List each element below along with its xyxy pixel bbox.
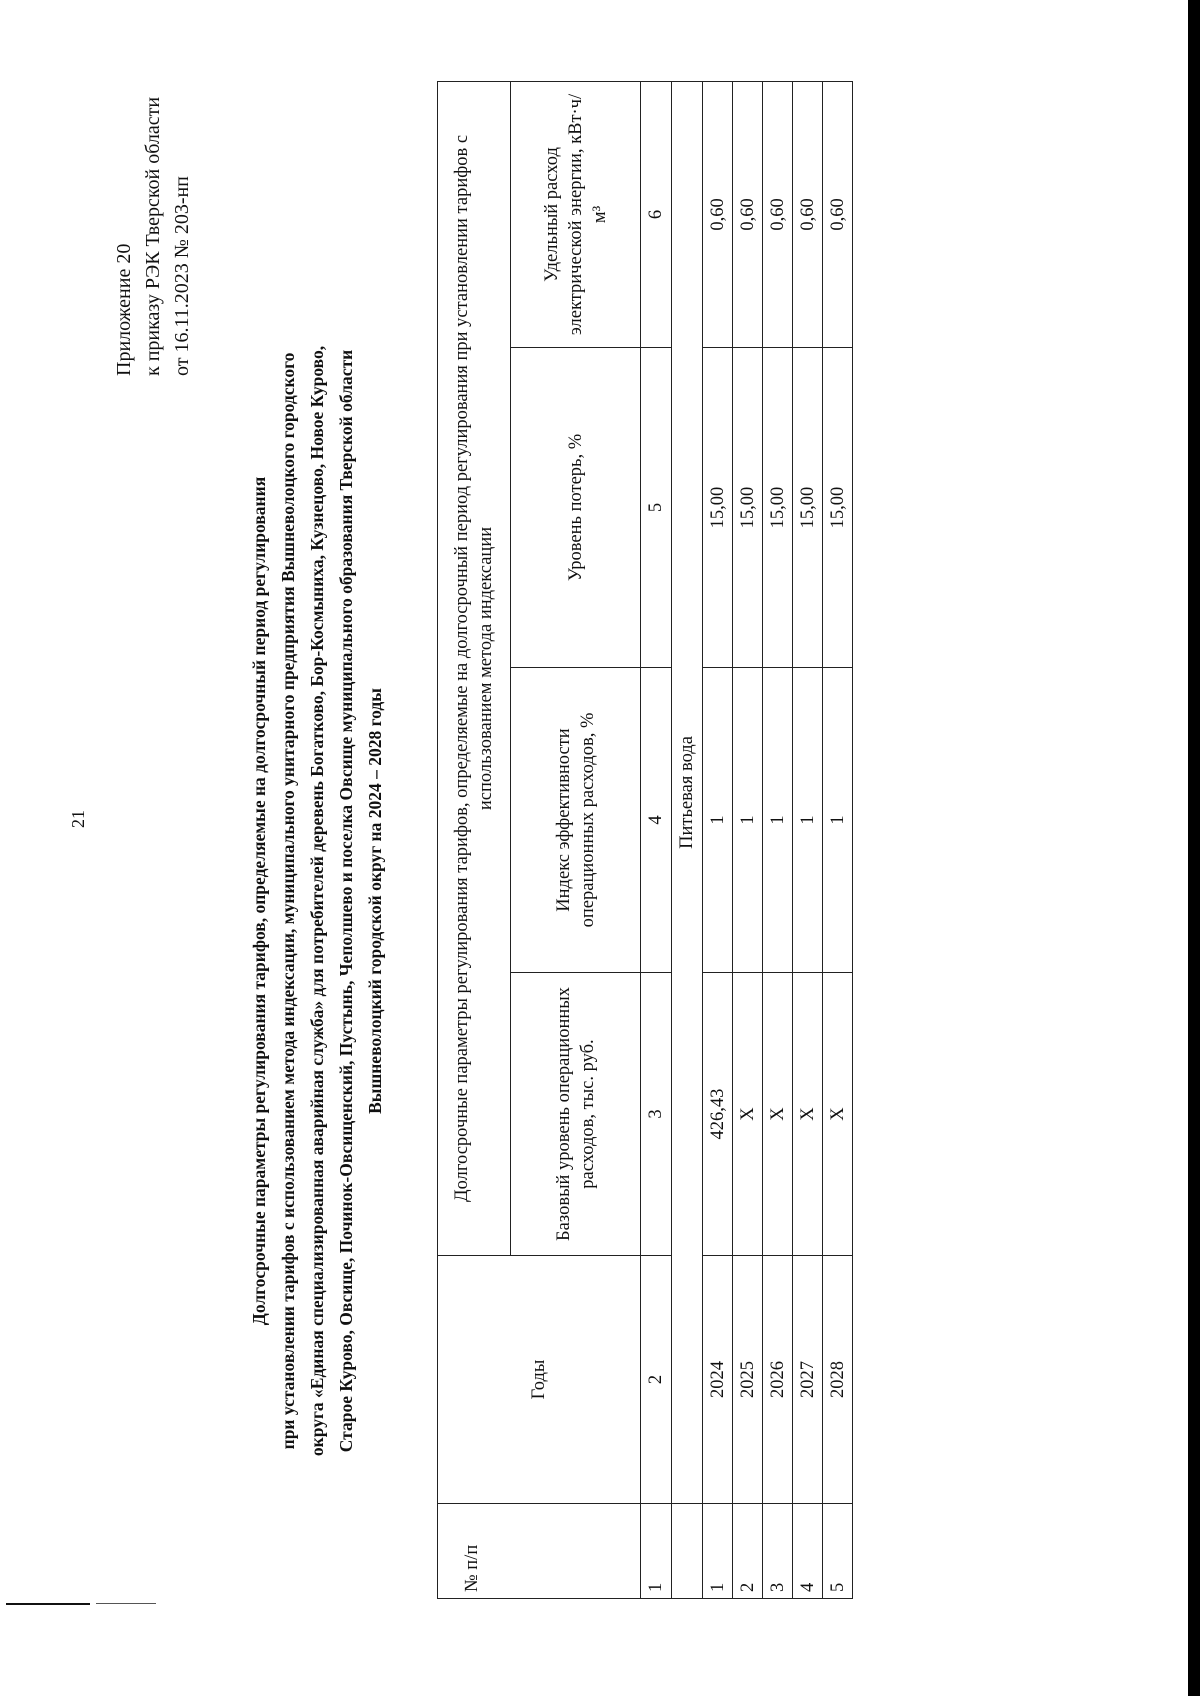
- section-spacer: [672, 1504, 703, 1599]
- header-base-opex: Базовый уровень операционных расходов, тыс. руб.: [511, 973, 641, 1256]
- column-number-row: [641, 81, 672, 1598]
- row-loss-level: 15,00: [733, 348, 763, 668]
- row-num: 5: [823, 1504, 853, 1599]
- row-base-opex: X: [793, 973, 823, 1256]
- column-number: 3: [641, 973, 672, 1256]
- column-number: 5: [641, 348, 672, 668]
- table-row: [733, 81, 763, 1598]
- row-energy-rate: 0,60: [763, 81, 793, 347]
- row-loss-level: 15,00: [703, 348, 733, 668]
- header-years: Годы: [438, 1256, 641, 1504]
- row-base-opex: X: [763, 973, 793, 1256]
- heading-line: округа «Единая специализированная аварийная служба» для потребителей деревень Богатково, Бор-Космыниха, Кузнецово, Новое Курово,: [307, 345, 327, 1457]
- row-efficiency-index: 1: [703, 668, 733, 973]
- table-row: [823, 81, 853, 1598]
- table-row: [703, 81, 733, 1598]
- heading-line: при установлении тарифов с использованием метода индексации, муниципального унитарного предприятия Вышневолоцкого городского: [278, 352, 298, 1450]
- row-num: 3: [763, 1504, 793, 1599]
- row-num: 4: [793, 1504, 823, 1599]
- heading-line: Старое Курово, Овсище, Починок-Овсищенский, Пустынь, Чеполшево и поселка Овсище муниципального образования Тверской области: [336, 349, 356, 1453]
- appendix-line: от 16.11.2023 № 203-нп: [171, 176, 193, 376]
- row-base-opex: X: [823, 973, 853, 1256]
- row-base-opex: X: [733, 973, 763, 1256]
- row-loss-level: 15,00: [763, 348, 793, 668]
- row-year: 2028: [823, 1256, 853, 1504]
- section-title: Питьевая вода: [672, 81, 703, 1503]
- header-energy-rate: Удельный расход электрической энергии, кВт·ч/м³: [511, 81, 641, 347]
- row-num: 2: [733, 1504, 763, 1599]
- appendix-line: к приказу РЭК Тверской области: [142, 96, 164, 376]
- row-energy-rate: 0,60: [703, 81, 733, 347]
- header-loss-level: Уровень потерь, %: [511, 348, 641, 668]
- heading-line: Вышневолоцкий городской округ на 2024 – 2028 годы: [365, 688, 385, 1114]
- row-loss-level: 15,00: [823, 348, 853, 668]
- row-num: 1: [703, 1504, 733, 1599]
- header-efficiency-index: Индекс эффективности операционных расходов, %: [511, 668, 641, 973]
- appendix-line: Приложение 20: [113, 243, 135, 376]
- column-number: 2: [641, 1256, 672, 1504]
- document-heading: [245, 176, 390, 1626]
- row-year: 2025: [733, 1256, 763, 1504]
- page-number: 21: [68, 810, 88, 828]
- row-year: 2027: [793, 1256, 823, 1504]
- section-row: [672, 81, 703, 1598]
- table-row: [793, 81, 823, 1598]
- tariff-parameters-table: [437, 81, 853, 1599]
- row-year: 2024: [703, 1256, 733, 1504]
- table-row: [763, 81, 793, 1598]
- row-energy-rate: 0,60: [733, 81, 763, 347]
- row-energy-rate: 0,60: [793, 81, 823, 347]
- column-number: 4: [641, 668, 672, 973]
- row-base-opex: 426,43: [703, 973, 733, 1256]
- row-efficiency-index: 1: [763, 668, 793, 973]
- row-efficiency-index: 1: [823, 668, 853, 973]
- heading-line: Долгосрочные параметры регулирования тарифов, определяемые на долгосрочный период регулирования: [249, 476, 269, 1326]
- header-num: № п/п: [438, 1504, 641, 1599]
- row-energy-rate: 0,60: [823, 81, 853, 347]
- column-number: 6: [641, 81, 672, 347]
- column-number: 1: [641, 1504, 672, 1599]
- row-loss-level: 15,00: [793, 348, 823, 668]
- header-row: [438, 81, 511, 1598]
- row-year: 2026: [763, 1256, 793, 1504]
- appendix-block: [110, 97, 197, 376]
- row-efficiency-index: 1: [793, 668, 823, 973]
- row-efficiency-index: 1: [733, 668, 763, 973]
- header-group: Долгосрочные параметры регулирования тарифов, определяемые на долгосрочный период регулирования при установлении тарифов с использованием метода индексации: [438, 81, 511, 1255]
